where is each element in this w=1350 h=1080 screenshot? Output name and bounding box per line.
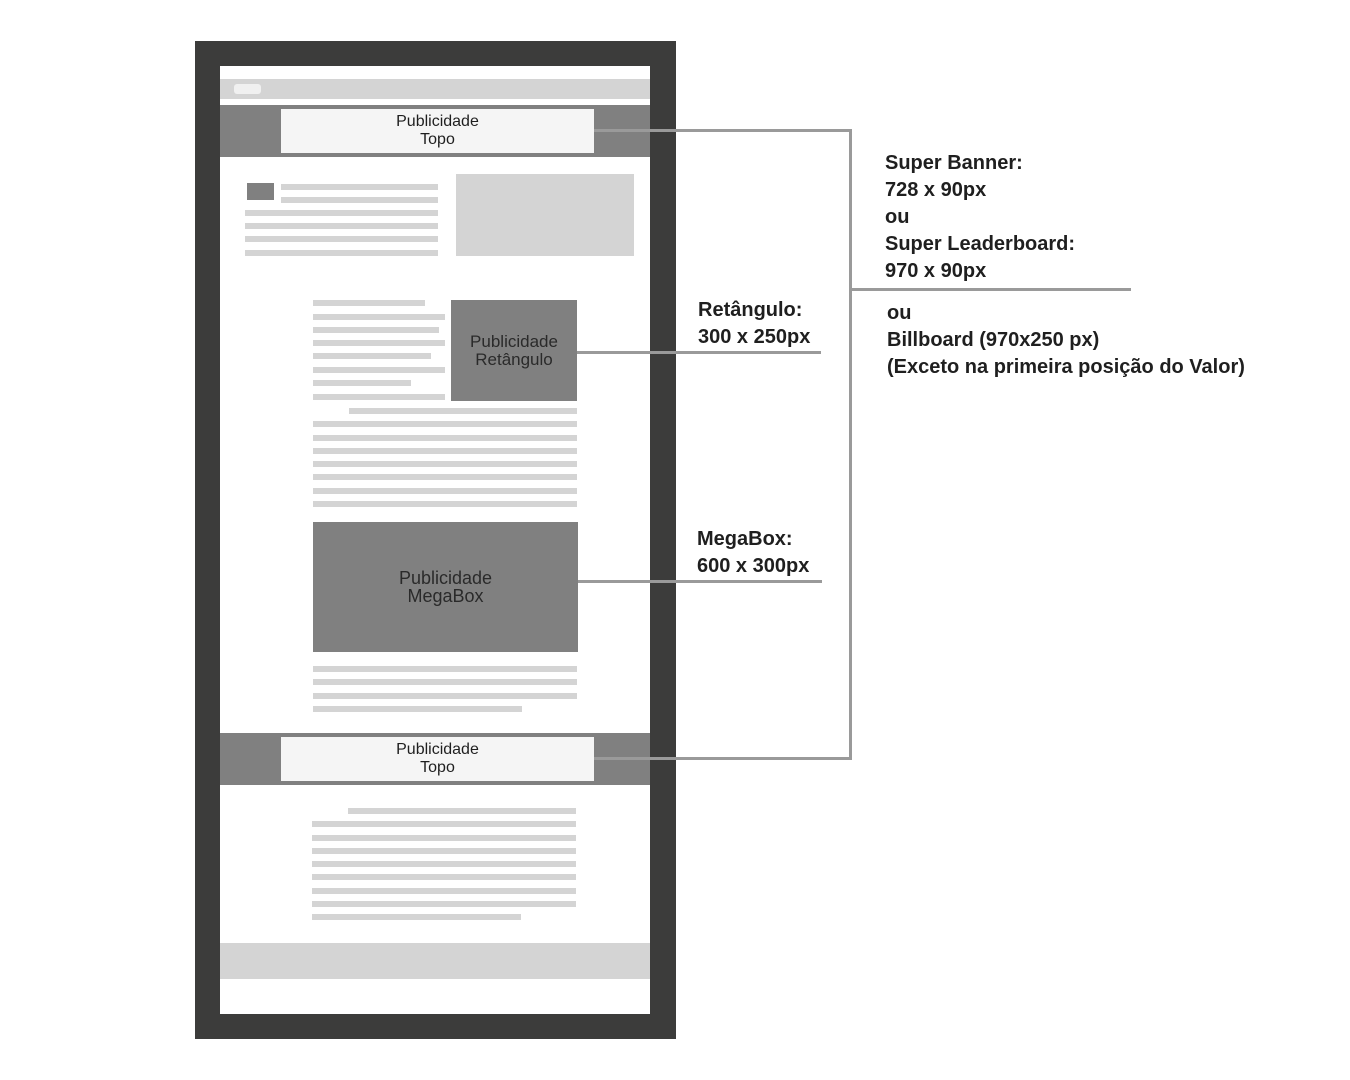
annotation-line: (Exceto na primeira posição do Valor): [887, 356, 1245, 378]
text-line: [312, 874, 576, 880]
annotation-line: Billboard (970x250 px): [887, 329, 1100, 351]
text-line: [313, 666, 577, 672]
annotation-line: 300 x 250px: [698, 326, 811, 348]
connector-rectangle: [577, 351, 821, 354]
text-line: [313, 300, 425, 306]
text-line: [312, 861, 576, 867]
text-line: [348, 808, 576, 814]
text-line: [245, 236, 438, 242]
connector-top-ad: [594, 129, 852, 132]
text-line: [313, 367, 445, 373]
annotation-line: ou: [885, 206, 910, 228]
annotation-line: Super Banner:: [885, 152, 1023, 174]
annotation-line: Super Leaderboard:: [885, 233, 1076, 255]
address-pill: [234, 84, 261, 94]
super-banner-annotation: [885, 150, 1075, 285]
annotation-line: Retângulo:: [698, 299, 803, 321]
connector-vertical: [849, 129, 852, 760]
text-line: [312, 821, 576, 827]
text-line: [313, 488, 577, 494]
logo-placeholder: [247, 183, 274, 200]
bottom-ad-line1: Publicidade: [396, 741, 479, 758]
annotation-line: ou: [887, 302, 912, 324]
megabox-annotation: [697, 526, 809, 580]
browser-bar: [220, 79, 650, 99]
megabox-ad-line1: Publicidade: [398, 568, 493, 588]
text-line: [312, 848, 576, 854]
text-line: [313, 706, 522, 712]
text-line: [245, 210, 438, 216]
text-line: [313, 327, 439, 333]
top-ad-line2: Topo: [420, 131, 455, 148]
text-line: [281, 184, 438, 190]
text-line: [312, 901, 576, 907]
annotation-line: 728 x 90px: [885, 179, 987, 201]
megabox-ad-line2: MegaBox: [407, 586, 484, 606]
text-line: [313, 353, 431, 359]
connector-annotation: [849, 288, 1131, 291]
billboard-annotation: [887, 300, 1245, 381]
text-line: [349, 408, 577, 414]
text-line: [312, 914, 521, 920]
text-line: [245, 250, 438, 256]
footer-placeholder: [220, 943, 650, 979]
text-line: [313, 501, 577, 507]
annotation-line: 970 x 90px: [885, 260, 987, 282]
annotation-line: MegaBox:: [697, 528, 793, 550]
text-line: [313, 679, 577, 685]
rectangle-annotation: [698, 297, 810, 351]
text-line: [245, 223, 438, 229]
megabox-ad-slot: [313, 522, 578, 652]
text-line: [313, 380, 411, 386]
text-line: [281, 197, 438, 203]
top-ad-slot: [281, 109, 594, 153]
connector-bottom-ad: [594, 757, 852, 760]
text-line: [313, 314, 445, 320]
text-line: [313, 394, 445, 400]
text-line: [313, 474, 577, 480]
rectangle-ad-line2: Retângulo: [475, 349, 553, 369]
connector-megabox: [578, 580, 822, 583]
text-line: [313, 340, 445, 346]
bottom-ad-line2: Topo: [420, 759, 455, 776]
text-line: [313, 435, 577, 441]
rectangle-ad-line1: Publicidade: [470, 331, 558, 351]
rectangle-ad-slot: [451, 300, 577, 401]
page-wireframe: [220, 66, 650, 1014]
annotation-line: 600 x 300px: [697, 555, 810, 577]
text-line: [313, 448, 577, 454]
top-ad-line1: Publicidade: [396, 113, 479, 130]
image-placeholder: [456, 174, 634, 256]
text-line: [313, 421, 577, 427]
text-line: [313, 693, 577, 699]
text-line: [313, 461, 577, 467]
text-line: [312, 835, 576, 841]
text-line: [312, 888, 576, 894]
bottom-ad-slot: [281, 737, 594, 781]
